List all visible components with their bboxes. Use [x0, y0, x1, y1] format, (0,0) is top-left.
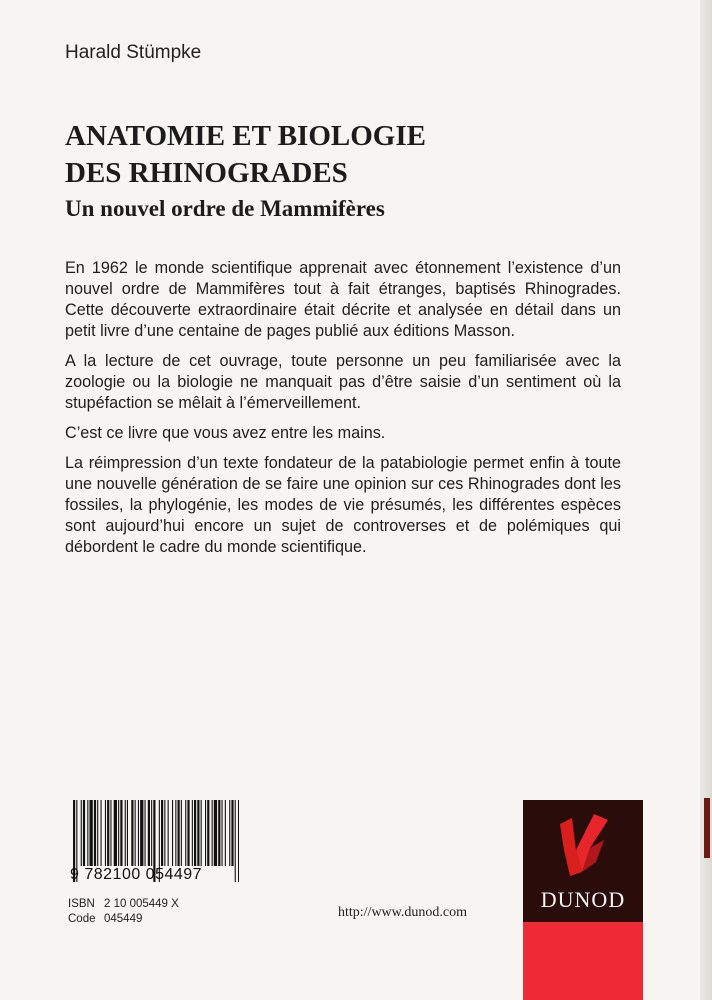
barcode-bar [131, 800, 133, 866]
barcode-bar [90, 800, 93, 866]
logo-red-panel [523, 922, 643, 1000]
barcode-bar [107, 800, 109, 866]
barcode-bar [222, 800, 223, 866]
barcode-bar [140, 800, 143, 866]
barcode-bar [83, 800, 85, 866]
barcode-bar [194, 800, 196, 866]
title-line-2: DES RHINOGRADES [65, 157, 348, 189]
barcode-bar [145, 800, 146, 866]
publisher-name: DUNOD [540, 887, 626, 912]
blurb-text [65, 258, 621, 567]
barcode-bar [151, 800, 152, 866]
barcode-bar [212, 800, 213, 866]
book-title [65, 118, 625, 192]
barcode-bar [105, 800, 106, 866]
code-value: 045449 [104, 913, 143, 925]
barcode-bar [207, 800, 209, 866]
logo-dark-panel [523, 800, 643, 922]
barcode-bar [225, 800, 226, 866]
barcode-bar [127, 800, 128, 866]
barcode-bar [118, 800, 119, 866]
barcode-bar [120, 800, 122, 866]
barcode-bar [201, 800, 202, 866]
dunod-mark-icon [556, 810, 612, 880]
barcode-bar [87, 800, 88, 866]
barcode-digits: 9 782100 054497 [70, 866, 203, 883]
barcode-bar [172, 800, 173, 866]
author-name: Harald Stümpke [65, 42, 202, 63]
spine-red-mark [704, 798, 710, 858]
barcode-bar [148, 800, 150, 866]
title-line-1: ANATOMIE ET BIOLOGIE [65, 120, 426, 152]
code-line [68, 912, 179, 927]
barcode-bar [229, 800, 230, 866]
publisher-url: http://www.dunod.com [338, 905, 467, 920]
book-subtitle: Un nouvel ordre de Mammifères [65, 196, 385, 221]
barcode-bar [97, 800, 98, 866]
barcode-bar [161, 800, 163, 866]
barcode-bar [125, 800, 126, 866]
code-label: Code [68, 913, 96, 925]
publisher-logo [523, 800, 643, 1000]
barcode-bar [114, 800, 117, 866]
barcode-bar [218, 800, 220, 866]
isbn-block [68, 897, 179, 927]
barcode-bar [205, 800, 206, 866]
barcode-bar [178, 800, 180, 866]
barcode-bar [94, 800, 96, 866]
isbn-value: 2 10 005449 X [104, 898, 179, 910]
blurb-paragraph-4: La réimpression d’un texte fondateur de la patabiologie permet enfin à toute une nouvelle génération de se faire une opinion sur ces Rhinogrades dont les fossiles, la phylogénie, les modes de vie présumés, les différentes espèces sont aujourd’hui encore un sujet de controverses et de polémiques qui débordent le cadre du monde scientifique. [65, 454, 621, 556]
barcode-bar [101, 800, 102, 866]
barcode-bar [197, 800, 199, 866]
barcode-bar [135, 800, 136, 866]
barcode-bar [110, 800, 111, 866]
barcode-bar [81, 800, 82, 866]
blurb-paragraph-3: C’est ce livre que vous avez entre les mains. [65, 424, 386, 442]
barcode-bar [138, 800, 139, 866]
barcode-bar [185, 800, 186, 866]
barcode-bar [214, 800, 217, 866]
isbn-label: ISBN [68, 898, 95, 910]
blurb-paragraph-2: A la lecture de cet ouvrage, toute personne un peu familiarisée avec la zoologie ou la biologie ne manquait pas d’être saisie d’un sentiment où la stupéfaction se mêlait à l’émerveillement. [65, 352, 621, 412]
isbn-line [68, 897, 179, 912]
barcode-bar [175, 800, 176, 866]
barcode-bar [187, 800, 189, 866]
barcode-bar [181, 800, 182, 866]
barcode-bar [168, 800, 169, 866]
barcode-bar [164, 800, 165, 866]
blurb-paragraph-1: En 1962 le monde scientifique apprenait avec étonnement l’existence d’un nouvel ordre de Mammifères tout à fait étranges, baptisés Rhinogrades. Cette découverte extraordinaire était décrite et analysée en détail dans un petit livre d’une centaine de pages publié aux éditions Masson. [65, 259, 621, 340]
barcode-bar [231, 800, 233, 866]
barcode-bar [192, 800, 193, 866]
